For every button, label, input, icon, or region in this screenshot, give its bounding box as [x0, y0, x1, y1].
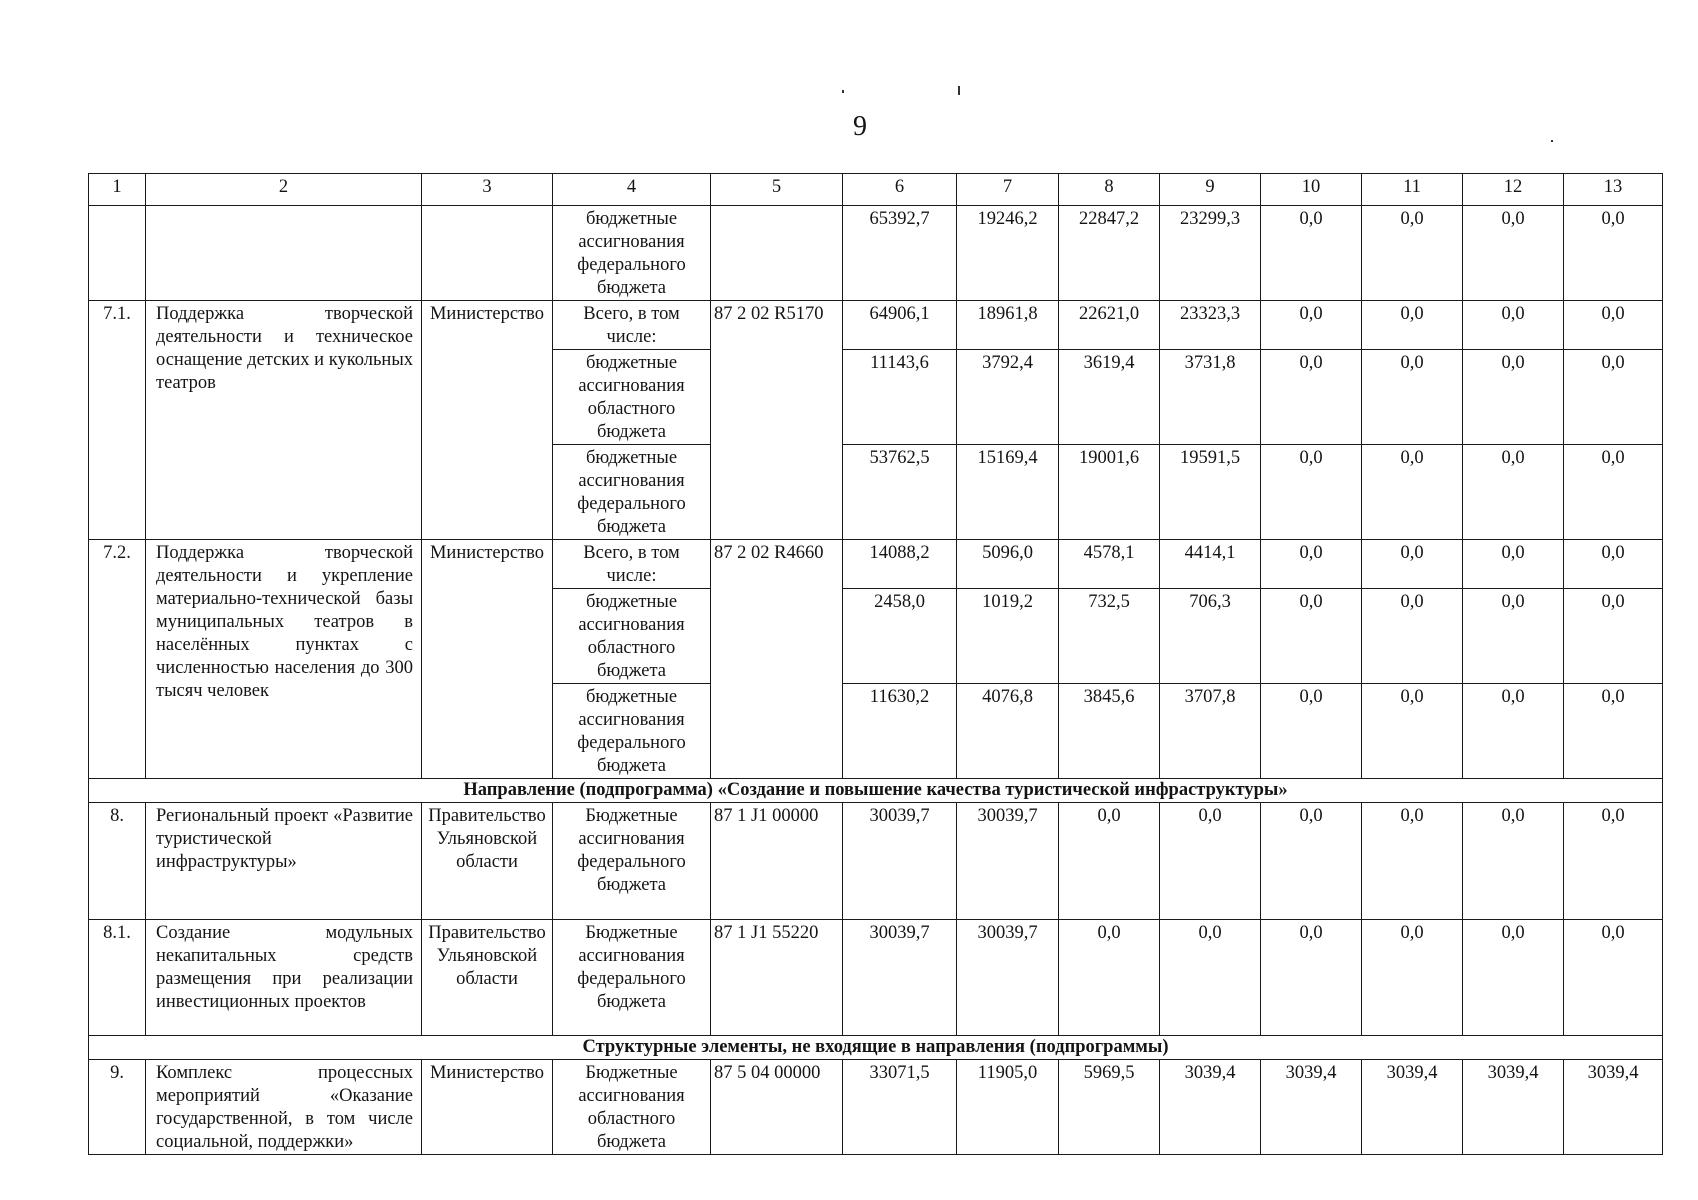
- value-cell: 0,0: [1261, 684, 1362, 779]
- funding-source: бюджетные ассигнования федерального бюджета: [553, 684, 711, 779]
- value-cell: 65392,7: [843, 206, 957, 301]
- table-row: [89, 803, 1663, 920]
- funding-source: Бюджетные ассигнования федерального бюджета: [553, 803, 711, 920]
- funding-source: бюджетные ассигнования областного бюджета: [553, 350, 711, 445]
- value-cell: 3731,8: [1160, 350, 1261, 445]
- column-numbers-row: [89, 174, 1663, 206]
- value-cell: 3707,8: [1160, 684, 1261, 779]
- value-cell: 0,0: [1463, 540, 1564, 589]
- value-cell: 0,0: [1564, 206, 1663, 301]
- column-number: 11: [1362, 174, 1463, 206]
- budget-code: 87 2 02 R4660: [711, 540, 843, 779]
- budget-code-cell: [711, 206, 843, 301]
- value-cell: 33071,5: [843, 1060, 957, 1155]
- value-cell: 0,0: [1564, 684, 1663, 779]
- value-cell: 23299,3: [1160, 206, 1261, 301]
- column-number: 9: [1160, 174, 1261, 206]
- value-cell: 4076,8: [957, 684, 1059, 779]
- column-number: 4: [553, 174, 711, 206]
- funding-source: бюджетные ассигнования областного бюджета: [553, 589, 711, 684]
- value-cell: 0,0: [1261, 803, 1362, 920]
- value-cell: 53762,5: [843, 445, 957, 540]
- funding-source: бюджетные ассигнования федерального бюджета: [553, 445, 711, 540]
- responsible: Правительство Ульяновской области: [422, 920, 553, 1036]
- value-cell: 3845,6: [1059, 684, 1160, 779]
- row-number: 8.1.: [89, 920, 146, 1036]
- funding-source: Бюджетные ассигнования областного бюджета: [553, 1060, 711, 1155]
- value-cell: 0,0: [1362, 540, 1463, 589]
- value-cell: 0,0: [1463, 684, 1564, 779]
- value-cell: 64906,1: [843, 301, 957, 350]
- event-name-cell: [146, 206, 422, 301]
- value-cell: 0,0: [1463, 803, 1564, 920]
- table-row: [89, 920, 1663, 1036]
- event-name: Поддержка творческой деятельности и техническое оснащение детских и кукольных театров: [146, 301, 422, 540]
- value-cell: 30039,7: [957, 803, 1059, 920]
- value-cell: 11905,0: [957, 1060, 1059, 1155]
- scan-speck: [842, 90, 844, 93]
- value-cell: 30039,7: [957, 920, 1059, 1036]
- value-cell: 0,0: [1362, 301, 1463, 350]
- funding-source: Всего, в том числе:: [553, 540, 711, 589]
- value-cell: 0,0: [1463, 206, 1564, 301]
- column-number: 7: [957, 174, 1059, 206]
- value-cell: 3039,4: [1160, 1060, 1261, 1155]
- column-number: 10: [1261, 174, 1362, 206]
- funding-source: бюджетные ассигнования федерального бюджета: [553, 206, 711, 301]
- column-number: 12: [1463, 174, 1564, 206]
- value-cell: 3619,4: [1059, 350, 1160, 445]
- section-heading: Структурные элементы, не входящие в направления (подпрограммы): [89, 1036, 1663, 1060]
- funding-source: Всего, в том числе:: [553, 301, 711, 350]
- value-cell: 19591,5: [1160, 445, 1261, 540]
- budget-code: 87 5 04 00000: [711, 1060, 843, 1155]
- section-heading: Направление (подпрограмма) «Создание и повышение качества туристической инфраструктуры»: [89, 779, 1663, 803]
- value-cell: 706,3: [1160, 589, 1261, 684]
- event-name: Поддержка творческой деятельности и укрепление материально-технической базы муниципальных театров в населённых пунктах с численностью населения до 300 тысяч человек: [146, 540, 422, 779]
- table-row: [89, 1060, 1663, 1155]
- value-cell: 2458,0: [843, 589, 957, 684]
- funding-source: Бюджетные ассигнования федерального бюджета: [553, 920, 711, 1036]
- value-cell: 0,0: [1059, 920, 1160, 1036]
- value-cell: 30039,7: [843, 920, 957, 1036]
- section-row: [89, 779, 1663, 803]
- value-cell: 0,0: [1362, 350, 1463, 445]
- value-cell: 19246,2: [957, 206, 1059, 301]
- value-cell: 0,0: [1463, 920, 1564, 1036]
- responsible: Министерство: [422, 301, 553, 540]
- value-cell: 22847,2: [1059, 206, 1160, 301]
- value-cell: 0,0: [1261, 301, 1362, 350]
- value-cell: 1019,2: [957, 589, 1059, 684]
- value-cell: 4414,1: [1160, 540, 1261, 589]
- value-cell: 14088,2: [843, 540, 957, 589]
- budget-table: [88, 173, 1663, 1155]
- column-number: 5: [711, 174, 843, 206]
- responsible-cell: [422, 206, 553, 301]
- value-cell: 23323,3: [1160, 301, 1261, 350]
- value-cell: 22621,0: [1059, 301, 1160, 350]
- value-cell: 0,0: [1564, 589, 1663, 684]
- event-name: Комплекс процессных мероприятий «Оказание государственной, в том числе социальной, поддержки»: [146, 1060, 422, 1155]
- budget-code: 87 2 02 R5170: [711, 301, 843, 540]
- value-cell: 0,0: [1564, 803, 1663, 920]
- table-row: [89, 540, 1663, 589]
- page-number: 9: [853, 111, 867, 142]
- value-cell: 0,0: [1463, 589, 1564, 684]
- responsible: Министерство: [422, 540, 553, 779]
- value-cell: 0,0: [1463, 301, 1564, 350]
- value-cell: 0,0: [1362, 803, 1463, 920]
- value-cell: 3792,4: [957, 350, 1059, 445]
- budget-code: 87 1 J1 00000: [711, 803, 843, 920]
- table-row: [89, 206, 1663, 301]
- row-number: 7.2.: [89, 540, 146, 779]
- value-cell: 0,0: [1362, 445, 1463, 540]
- value-cell: 0,0: [1362, 206, 1463, 301]
- value-cell: 11143,6: [843, 350, 957, 445]
- value-cell: 0,0: [1059, 803, 1160, 920]
- column-number: 6: [843, 174, 957, 206]
- value-cell: 0,0: [1463, 350, 1564, 445]
- value-cell: 19001,6: [1059, 445, 1160, 540]
- value-cell: 0,0: [1160, 920, 1261, 1036]
- value-cell: 5096,0: [957, 540, 1059, 589]
- value-cell: 0,0: [1261, 589, 1362, 684]
- column-number: 2: [146, 174, 422, 206]
- value-cell: 0,0: [1261, 920, 1362, 1036]
- column-number: 1: [89, 174, 146, 206]
- value-cell: 0,0: [1261, 445, 1362, 540]
- value-cell: 0,0: [1564, 920, 1663, 1036]
- value-cell: 0,0: [1564, 445, 1663, 540]
- value-cell: 11630,2: [843, 684, 957, 779]
- column-number: 13: [1564, 174, 1663, 206]
- responsible: Правительство Ульяновской области: [422, 803, 553, 920]
- row-number: 8.: [89, 803, 146, 920]
- budget-code: 87 1 J1 55220: [711, 920, 843, 1036]
- value-cell: 732,5: [1059, 589, 1160, 684]
- value-cell: 3039,4: [1261, 1060, 1362, 1155]
- value-cell: 0,0: [1261, 206, 1362, 301]
- event-name: Региональный проект «Развитие туристической инфраструктуры»: [146, 803, 422, 920]
- row-number: 9.: [89, 1060, 146, 1155]
- value-cell: 0,0: [1160, 803, 1261, 920]
- value-cell: 0,0: [1463, 445, 1564, 540]
- value-cell: 5969,5: [1059, 1060, 1160, 1155]
- value-cell: 4578,1: [1059, 540, 1160, 589]
- row-number: 7.1.: [89, 301, 146, 540]
- value-cell: 0,0: [1564, 350, 1663, 445]
- value-cell: 3039,4: [1362, 1060, 1463, 1155]
- value-cell: 15169,4: [957, 445, 1059, 540]
- value-cell: 30039,7: [843, 803, 957, 920]
- value-cell: 3039,4: [1463, 1060, 1564, 1155]
- value-cell: 18961,8: [957, 301, 1059, 350]
- responsible: Министерство: [422, 1060, 553, 1155]
- section-row: [89, 1036, 1663, 1060]
- scan-speck: [958, 86, 960, 95]
- row-number-cell: [89, 206, 146, 301]
- value-cell: 0,0: [1261, 540, 1362, 589]
- value-cell: 0,0: [1261, 350, 1362, 445]
- event-name: Создание модульных некапитальных средств размещения при реализации инвестиционных проектов: [146, 920, 422, 1036]
- scan-speck: [1551, 140, 1553, 142]
- value-cell: 0,0: [1362, 684, 1463, 779]
- value-cell: 0,0: [1362, 920, 1463, 1036]
- table-row: [89, 301, 1663, 350]
- column-number: 3: [422, 174, 553, 206]
- column-number: 8: [1059, 174, 1160, 206]
- value-cell: 0,0: [1564, 540, 1663, 589]
- value-cell: 0,0: [1362, 589, 1463, 684]
- value-cell: 3039,4: [1564, 1060, 1663, 1155]
- value-cell: 0,0: [1564, 301, 1663, 350]
